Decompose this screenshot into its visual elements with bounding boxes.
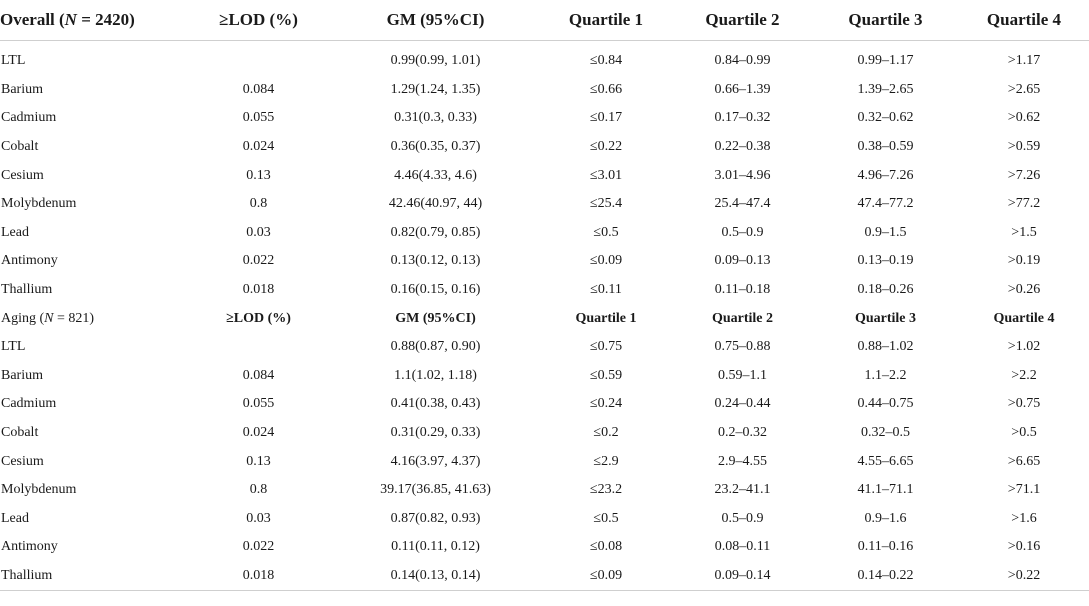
table-row xyxy=(0,190,1089,219)
quartile-4-cell: >2.2 xyxy=(1011,367,1037,383)
quartile-4-cell: >0.16 xyxy=(1007,539,1041,555)
lod-cell: 0.018 xyxy=(242,282,275,298)
row-label: LTL xyxy=(1,53,26,69)
aging-subheader-row xyxy=(0,304,1089,333)
table-row xyxy=(0,276,1089,305)
quartile-3-cell: 0.18–0.26 xyxy=(857,282,914,298)
table-row xyxy=(0,505,1089,534)
lod-cell: 0.022 xyxy=(242,253,275,269)
overall-group-label: Overall (N = 2420) xyxy=(0,0,185,40)
quartile-1-cell: ≤0.09 xyxy=(589,253,623,269)
quartile-2-cell: 23.2–41.1 xyxy=(714,482,771,498)
quartile-2-cell: 0.08–0.11 xyxy=(714,539,771,555)
quartile-4-cell: >1.5 xyxy=(1011,224,1037,240)
quartile-1-cell: ≤0.17 xyxy=(589,110,623,126)
gm-cell: 1.1(1.02, 1.18) xyxy=(394,367,477,383)
quartile-3-cell: 1.1–2.2 xyxy=(864,367,907,383)
row-label: Cadmium xyxy=(1,396,57,412)
quartile-1-cell: ≤0.84 xyxy=(589,53,623,69)
quartile-2-cell: 0.22–0.38 xyxy=(714,139,771,155)
quartile-2-cell: 0.5–0.9 xyxy=(721,224,764,240)
header-row xyxy=(0,0,1089,40)
quartile-3-cell: 0.88–1.02 xyxy=(857,339,914,355)
quartile-1-cell: ≤0.59 xyxy=(589,367,623,383)
aging-header-quartile-3: Quartile 3 xyxy=(854,310,917,326)
quartile-4-cell: >77.2 xyxy=(1007,196,1041,212)
table-row xyxy=(0,476,1089,505)
lod-cell: 0.055 xyxy=(242,396,275,412)
gm-cell: 4.16(3.97, 4.37) xyxy=(390,453,481,469)
lod-cell: 0.8 xyxy=(249,482,268,498)
gm-cell: 0.31(0.3, 0.33) xyxy=(394,110,477,126)
quartile-4-cell: >0.19 xyxy=(1007,253,1041,269)
quartile-1-cell: ≤23.2 xyxy=(589,482,623,498)
quartile-4-cell: >1.02 xyxy=(1007,339,1041,355)
quartile-4-cell: >0.62 xyxy=(1007,110,1041,126)
gm-cell: 0.99(0.99, 1.01) xyxy=(390,53,481,69)
quartile-4-cell: >71.1 xyxy=(1007,482,1041,498)
gm-cell: 42.46(40.97, 44) xyxy=(388,196,483,212)
table-row xyxy=(0,47,1089,76)
lod-cell: 0.024 xyxy=(242,139,275,155)
lod-cell: 0.018 xyxy=(185,562,332,591)
gm-cell: 4.46(4.33, 4.6) xyxy=(394,167,477,183)
quartile-2-cell: 0.17–0.32 xyxy=(714,110,771,126)
gm-cell: 0.11(0.11, 0.12) xyxy=(391,539,480,555)
quartile-2-cell: 0.11–0.18 xyxy=(714,282,771,298)
aging-header-lod: ≥LOD (%) xyxy=(226,310,291,326)
quartile-1-cell: ≤0.66 xyxy=(589,81,623,97)
lod-cell: 0.084 xyxy=(242,367,275,383)
table-row xyxy=(0,533,1089,562)
row-label: Cadmium xyxy=(1,110,57,126)
quartile-2-cell: 0.66–1.39 xyxy=(714,81,771,97)
quartile-2-cell: 0.09–0.13 xyxy=(714,253,771,269)
row-label: Cobalt xyxy=(1,139,39,155)
quartile-4-cell: >0.75 xyxy=(1007,396,1041,412)
quartile-4-cell: >0.22 xyxy=(959,562,1089,591)
quartile-2-cell: 2.9–4.55 xyxy=(718,453,767,469)
quartile-3-cell: 0.13–0.19 xyxy=(857,253,914,269)
row-label: Cesium xyxy=(1,453,44,469)
quartile-4-cell: >0.5 xyxy=(1011,425,1037,441)
gm-cell: 0.16(0.15, 0.16) xyxy=(390,282,481,298)
row-label: Cesium xyxy=(1,167,44,183)
row-label: Antimony xyxy=(1,253,58,269)
lod-cell: 0.022 xyxy=(242,539,275,555)
table-row xyxy=(0,104,1089,133)
row-label: Lead xyxy=(1,510,29,526)
table-row xyxy=(0,133,1089,162)
gm-cell: 0.13(0.12, 0.13) xyxy=(390,253,481,269)
row-label: Lead xyxy=(1,224,29,240)
quartile-2-cell: 0.5–0.9 xyxy=(721,510,764,526)
aging-header-quartile-1: Quartile 1 xyxy=(575,310,637,326)
quartile-1-cell: ≤25.4 xyxy=(589,196,623,212)
quartile-1-cell: ≤0.11 xyxy=(590,282,622,298)
lod-cell xyxy=(185,333,332,362)
gm-cell: 0.41(0.38, 0.43) xyxy=(390,396,481,412)
table-row xyxy=(0,76,1089,105)
quartile-3-cell: 0.32–0.5 xyxy=(861,425,910,441)
lod-cell: 0.13 xyxy=(246,167,271,183)
spacer-row xyxy=(0,40,1089,47)
row-label: Barium xyxy=(1,367,43,383)
quartile-3-cell: 0.44–0.75 xyxy=(857,396,914,412)
table-row xyxy=(0,362,1089,391)
quartile-1-cell: ≤0.5 xyxy=(593,510,619,526)
quartile-2-cell: 0.59–1.1 xyxy=(718,367,767,383)
quartile-4-cell: >7.26 xyxy=(1007,167,1041,183)
quartile-3-cell: 0.38–0.59 xyxy=(857,139,914,155)
quartile-3-cell: 47.4–77.2 xyxy=(857,196,914,212)
quartile-1-cell: ≤0.2 xyxy=(593,425,619,441)
row-label: Thallium xyxy=(0,562,185,591)
quartile-2-cell: 25.4–47.4 xyxy=(714,196,771,212)
lod-cell: 0.13 xyxy=(246,453,271,469)
gm-cell: 0.36(0.35, 0.37) xyxy=(390,139,481,155)
gm-cell: 0.88(0.87, 0.90) xyxy=(390,339,481,355)
row-label: LTL xyxy=(1,339,26,355)
quartile-3-cell: 0.9–1.5 xyxy=(864,224,907,240)
table-row xyxy=(0,390,1089,419)
quartile-3-cell: 0.32–0.62 xyxy=(857,110,914,126)
quartile-1-cell: ≤2.9 xyxy=(593,453,619,469)
quartile-3-cell: 4.55–6.65 xyxy=(857,453,914,469)
quartile-4-cell: >1.17 xyxy=(1007,53,1041,69)
quartile-1-cell: ≤3.01 xyxy=(589,167,623,183)
quartile-4-cell: >0.26 xyxy=(1007,282,1041,298)
quartile-4-cell: >0.59 xyxy=(1007,139,1041,155)
aging-header-quartile-4: Quartile 4 xyxy=(993,310,1055,326)
gm-cell: 0.31(0.29, 0.33) xyxy=(390,425,481,441)
quartile-4-cell: >2.65 xyxy=(1007,81,1041,97)
aging-header-gm: GM (95%CI) xyxy=(395,310,476,326)
gm-cell: 0.14(0.13, 0.14) xyxy=(332,562,539,591)
table-row xyxy=(0,219,1089,248)
quartile-3-cell: 41.1–71.1 xyxy=(857,482,914,498)
col-header-quartile-2: Quartile 2 xyxy=(673,0,812,40)
quartile-3-cell: 0.99–1.17 xyxy=(857,53,914,69)
row-label: Antimony xyxy=(1,539,58,555)
lod-cell xyxy=(185,47,332,76)
table-row xyxy=(0,161,1089,190)
lod-cell: 0.03 xyxy=(246,224,271,240)
quartile-3-cell: 0.14–0.22 xyxy=(812,562,959,591)
quartile-2-cell: 0.24–0.44 xyxy=(714,396,771,412)
lod-cell: 0.084 xyxy=(242,81,275,97)
quartile-3-cell: 0.9–1.6 xyxy=(864,510,907,526)
quartile-3-cell: 1.39–2.65 xyxy=(857,81,914,97)
table-row xyxy=(0,247,1089,276)
row-label: Thallium xyxy=(1,282,53,298)
gm-cell: 1.29(1.24, 1.35) xyxy=(390,81,481,97)
quartile-3-cell: 4.96–7.26 xyxy=(857,167,914,183)
aging-group-label: Aging (N = 821) xyxy=(1,310,95,326)
gm-cell: 0.87(0.82, 0.93) xyxy=(390,510,481,526)
quartile-1-cell: ≤0.5 xyxy=(593,224,619,240)
col-header-quartile-4: Quartile 4 xyxy=(959,0,1089,40)
quartile-1-cell: ≤0.09 xyxy=(539,562,673,591)
quartile-1-cell: ≤0.24 xyxy=(589,396,623,412)
lod-cell: 0.8 xyxy=(249,196,268,212)
quartile-1-cell: ≤0.75 xyxy=(589,339,623,355)
row-label: Molybdenum xyxy=(1,196,77,212)
lod-cell: 0.024 xyxy=(242,425,275,441)
quartile-1-cell: ≤0.08 xyxy=(589,539,623,555)
row-label: Cobalt xyxy=(1,425,39,441)
col-header-lod: ≥LOD (%) xyxy=(185,0,332,40)
col-header-quartile-3: Quartile 3 xyxy=(812,0,959,40)
quartile-2-cell: 3.01–4.96 xyxy=(714,167,771,183)
lod-cell: 0.055 xyxy=(242,110,275,126)
table-row xyxy=(0,333,1089,362)
col-header-quartile-1: Quartile 1 xyxy=(539,0,673,40)
table-row xyxy=(0,419,1089,448)
quartile-2-cell: 0.84–0.99 xyxy=(714,53,771,69)
table-row xyxy=(0,562,1089,591)
gm-cell: 0.82(0.79, 0.85) xyxy=(390,224,481,240)
quartile-4-cell: >6.65 xyxy=(1007,453,1041,469)
quartile-2-cell: 0.09–0.14 xyxy=(673,562,812,591)
row-label: Barium xyxy=(1,81,43,97)
gm-cell: 39.17(36.85, 41.63) xyxy=(380,482,491,498)
aging-header-quartile-2: Quartile 2 xyxy=(711,310,774,326)
quartile-3-cell: 0.11–0.16 xyxy=(857,539,914,555)
quartile-2-cell: 0.75–0.88 xyxy=(714,339,771,355)
col-header-gm: GM (95%CI) xyxy=(332,0,539,40)
quartile-1-cell: ≤0.22 xyxy=(589,139,623,155)
quartile-2-cell: 0.2–0.32 xyxy=(718,425,767,441)
quartile-4-cell: >1.6 xyxy=(1011,510,1037,526)
lod-cell: 0.03 xyxy=(246,510,271,526)
row-label: Molybdenum xyxy=(1,482,77,498)
table-row xyxy=(0,447,1089,476)
